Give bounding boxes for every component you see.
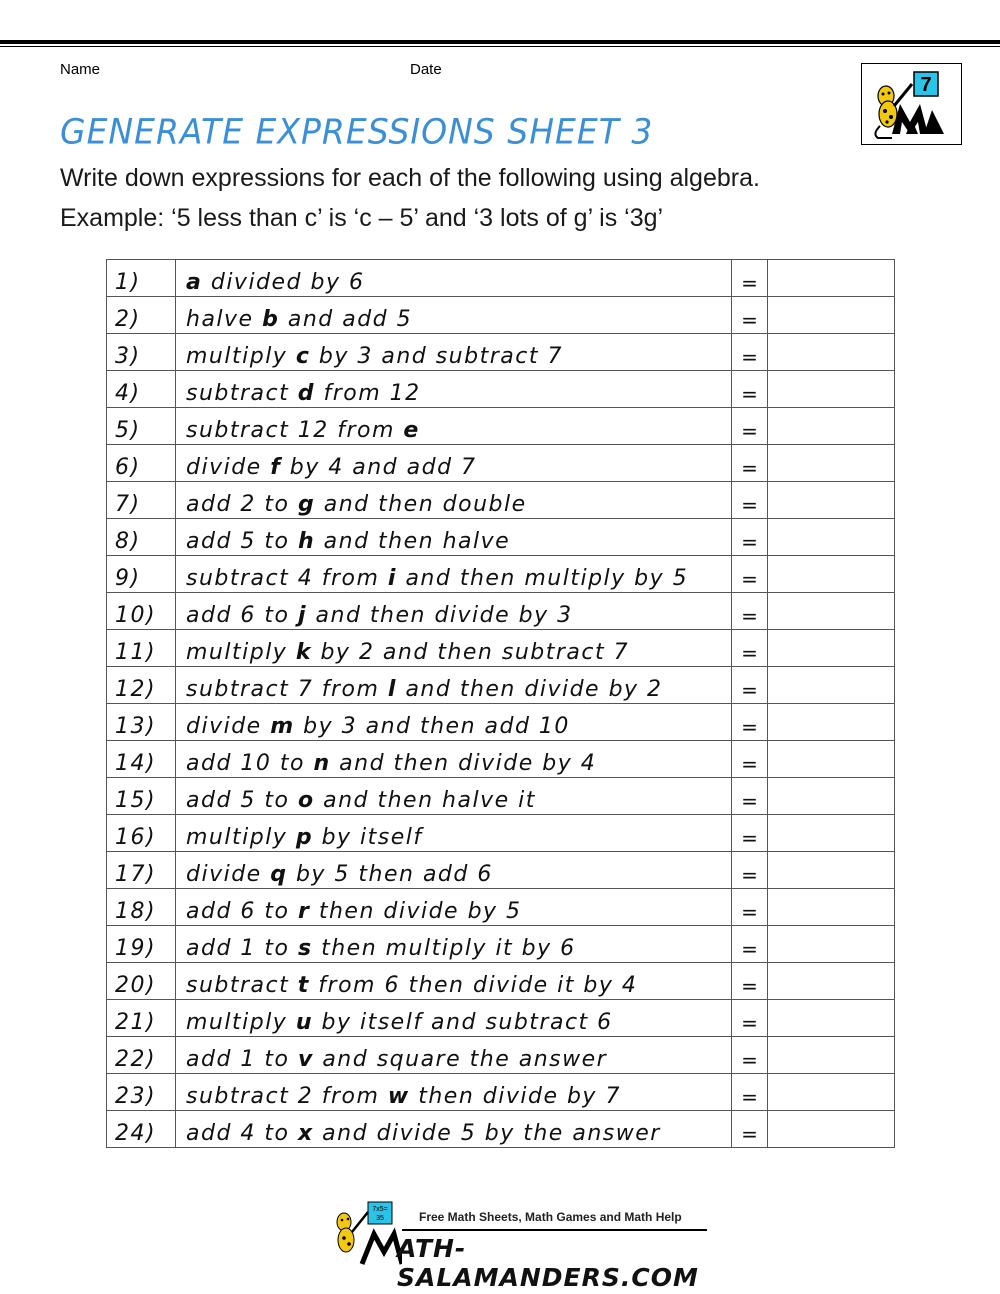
equals-sign: = [732, 704, 768, 741]
instructions-line-2: Example: ‘5 less than c’ is ‘c – 5’ and ‘3 lots of g’ is ‘3g’ [60, 204, 664, 232]
question-variable: a [186, 270, 203, 295]
question-text [176, 297, 732, 334]
equals-sign: = [732, 445, 768, 482]
questions-table [106, 259, 895, 1148]
question-text [176, 926, 732, 963]
question-row [107, 371, 895, 408]
answer-cell[interactable] [768, 852, 895, 889]
answer-cell[interactable] [768, 778, 895, 815]
question-text-before: subtract [186, 381, 298, 406]
equals-sign: = [732, 741, 768, 778]
question-text-after: and then divide by 3 [307, 603, 573, 628]
question-text-after: then divide by 7 [409, 1084, 621, 1109]
equals-sign: = [732, 778, 768, 815]
question-text-before: divide [186, 714, 271, 739]
question-text [176, 334, 732, 371]
question-text-before: add 1 to [186, 1047, 298, 1072]
question-text-after: and then double [315, 492, 527, 517]
answer-cell[interactable] [768, 630, 895, 667]
question-text [176, 815, 732, 852]
answer-cell[interactable] [768, 704, 895, 741]
question-row [107, 667, 895, 704]
question-text-after: by 5 then add 6 [287, 862, 493, 887]
question-text-after: and then halve [315, 529, 511, 554]
question-variable: p [295, 825, 314, 850]
salamander-m-icon [862, 64, 961, 144]
question-text-after: and then halve it [314, 788, 536, 813]
question-text [176, 593, 732, 630]
question-number: 9) [107, 556, 176, 593]
question-text-after: from 12 [315, 381, 421, 406]
question-row [107, 519, 895, 556]
question-text [176, 1111, 732, 1148]
equals-sign: = [732, 260, 768, 297]
question-number: 15) [107, 778, 176, 815]
question-number: 6) [107, 445, 176, 482]
question-text-after: then divide by 5 [310, 899, 522, 924]
question-text-after: by 4 and add 7 [281, 455, 477, 480]
question-number: 7) [107, 482, 176, 519]
footer-salamander-icon [322, 1198, 402, 1268]
question-number: 2) [107, 297, 176, 334]
question-text [176, 630, 732, 667]
question-text-after: and then multiply by 5 [396, 566, 689, 591]
answer-cell[interactable] [768, 1074, 895, 1111]
salamander-logo [861, 63, 962, 145]
question-text-before: add 6 to [186, 899, 298, 924]
question-text-before: halve [186, 307, 263, 332]
question-variable: g [297, 492, 316, 517]
question-row [107, 815, 895, 852]
question-text-after: then multiply it by 6 [312, 936, 576, 961]
question-row [107, 704, 895, 741]
question-row [107, 334, 895, 371]
question-number: 22) [107, 1037, 176, 1074]
answer-cell[interactable] [768, 1111, 895, 1148]
question-row [107, 593, 895, 630]
question-number: 4) [107, 371, 176, 408]
question-row [107, 852, 895, 889]
footer-tagline: Free Math Sheets, Math Games and Math Help [419, 1210, 682, 1224]
question-row [107, 1074, 895, 1111]
name-label: Name [60, 61, 101, 78]
question-text-after: by itself and subtract 6 [313, 1010, 613, 1035]
question-variable: v [297, 1047, 314, 1072]
question-row [107, 1000, 895, 1037]
equals-sign: = [732, 889, 768, 926]
answer-cell[interactable] [768, 334, 895, 371]
question-text-after: divided by 6 [202, 270, 365, 295]
answer-cell[interactable] [768, 815, 895, 852]
question-row [107, 260, 895, 297]
answer-cell[interactable] [768, 519, 895, 556]
question-number: 5) [107, 408, 176, 445]
question-variable: q [270, 862, 288, 887]
question-variable: j [297, 603, 308, 628]
question-row [107, 630, 895, 667]
question-variable: d [297, 381, 315, 406]
question-text [176, 852, 732, 889]
question-number: 21) [107, 1000, 176, 1037]
equals-sign: = [732, 334, 768, 371]
question-number: 8) [107, 519, 176, 556]
answer-cell[interactable] [768, 1000, 895, 1037]
question-text-before: add 5 to [186, 788, 298, 813]
question-text-after: and add 5 [279, 307, 413, 332]
answer-cell[interactable] [768, 667, 895, 704]
question-number: 16) [107, 815, 176, 852]
question-text [176, 963, 732, 1000]
question-text-after: by itself [313, 825, 423, 850]
equals-sign: = [732, 593, 768, 630]
question-number: 13) [107, 704, 176, 741]
question-text-after: and then divide by 4 [330, 751, 597, 776]
question-text-before: add 10 to [186, 751, 314, 776]
question-variable: f [270, 455, 282, 480]
question-text [176, 260, 732, 297]
question-number: 14) [107, 741, 176, 778]
question-text-before: subtract 7 from [186, 677, 388, 702]
question-text [176, 1037, 732, 1074]
equals-sign: = [732, 297, 768, 334]
question-number: 3) [107, 334, 176, 371]
question-variable: i [387, 566, 397, 591]
question-text [176, 445, 732, 482]
answer-cell[interactable] [768, 297, 895, 334]
question-text-before: add 5 to [186, 529, 298, 554]
question-text-before: subtract 2 from [186, 1084, 388, 1109]
equals-sign: = [732, 667, 768, 704]
equals-sign: = [732, 1000, 768, 1037]
question-number: 11) [107, 630, 176, 667]
answer-cell[interactable] [768, 926, 895, 963]
question-text-before: subtract 12 from [186, 418, 404, 443]
question-text-after: by 3 and then add 10 [294, 714, 570, 739]
question-text-before: add 1 to [186, 936, 298, 961]
answer-cell[interactable] [768, 556, 895, 593]
question-number: 23) [107, 1074, 176, 1111]
answer-cell[interactable] [768, 963, 895, 1000]
question-row [107, 926, 895, 963]
question-variable: c [295, 344, 311, 369]
question-variable: x [297, 1121, 314, 1146]
question-variable: m [270, 714, 295, 739]
question-number: 17) [107, 852, 176, 889]
question-variable: b [262, 307, 280, 332]
question-text-before: add 4 to [186, 1121, 298, 1146]
question-row [107, 482, 895, 519]
question-text-after: by 3 and subtract 7 [310, 344, 563, 369]
question-variable: t [297, 973, 310, 998]
question-text [176, 1000, 732, 1037]
question-number: 1) [107, 260, 176, 297]
question-text-before: divide [186, 862, 271, 887]
question-variable: w [387, 1084, 410, 1109]
answer-cell[interactable] [768, 260, 895, 297]
answer-cell[interactable] [768, 889, 895, 926]
equals-sign: = [732, 926, 768, 963]
top-rule-thin [0, 46, 1000, 47]
question-text-before: multiply [186, 1010, 296, 1035]
question-row [107, 445, 895, 482]
equals-sign: = [732, 371, 768, 408]
question-text-before: divide [186, 455, 271, 480]
instructions-line-1: Write down expressions for each of the following using algebra. [60, 164, 760, 192]
equals-sign: = [732, 963, 768, 1000]
answer-cell[interactable] [768, 371, 895, 408]
date-label: Date [410, 61, 442, 78]
answer-cell[interactable] [768, 482, 895, 519]
question-text [176, 704, 732, 741]
question-row [107, 963, 895, 1000]
question-text [176, 889, 732, 926]
question-variable: o [297, 788, 315, 813]
equals-sign: = [732, 1111, 768, 1148]
question-text-before: multiply [186, 825, 296, 850]
footer-logo [322, 1198, 714, 1292]
top-rule [0, 40, 1000, 44]
question-text-after: and then divide by 2 [396, 677, 663, 702]
answer-cell[interactable] [768, 1037, 895, 1074]
question-variable: s [297, 936, 313, 961]
question-text [176, 667, 732, 704]
question-number: 24) [107, 1111, 176, 1148]
answer-cell[interactable] [768, 445, 895, 482]
equals-sign: = [732, 556, 768, 593]
question-text [176, 408, 732, 445]
question-variable: n [313, 751, 331, 776]
question-text-after: and divide 5 by the answer [313, 1121, 661, 1146]
question-number: 19) [107, 926, 176, 963]
question-row [107, 741, 895, 778]
equals-sign: = [732, 1037, 768, 1074]
question-text-before: multiply [186, 344, 296, 369]
question-variable: u [295, 1010, 313, 1035]
question-text-before: multiply [186, 640, 296, 665]
equals-sign: = [732, 519, 768, 556]
question-row [107, 778, 895, 815]
question-variable: h [297, 529, 316, 554]
question-text-before: add 6 to [186, 603, 298, 628]
question-text-before: subtract [186, 973, 298, 998]
question-text [176, 482, 732, 519]
equals-sign: = [732, 630, 768, 667]
question-variable: l [387, 677, 397, 702]
footer-badge-text-2: 35 [376, 1215, 384, 1222]
footer-rule [402, 1229, 707, 1231]
equals-sign: = [732, 1074, 768, 1111]
question-text-after: from 6 then divide it by 4 [309, 973, 638, 998]
question-variable: r [297, 899, 311, 924]
question-row [107, 408, 895, 445]
question-row [107, 889, 895, 926]
question-text [176, 371, 732, 408]
question-number: 12) [107, 667, 176, 704]
question-row [107, 297, 895, 334]
question-text [176, 556, 732, 593]
question-text [176, 519, 732, 556]
footer-badge-text: 7x5= [372, 1206, 388, 1213]
equals-sign: = [732, 815, 768, 852]
question-row [107, 1111, 895, 1148]
question-row [107, 556, 895, 593]
question-variable: e [403, 418, 420, 443]
answer-cell[interactable] [768, 408, 895, 445]
question-number: 18) [107, 889, 176, 926]
logo-badge-number: 7 [920, 74, 932, 96]
question-text [176, 1074, 732, 1111]
question-text-before: subtract 4 from [186, 566, 388, 591]
question-text-before: add 2 to [186, 492, 298, 517]
question-row [107, 1037, 895, 1074]
equals-sign: = [732, 852, 768, 889]
answer-cell[interactable] [768, 593, 895, 630]
question-text-after: and square the answer [313, 1047, 608, 1072]
page-title: GENERATE EXPRESSIONS SHEET 3 [60, 111, 654, 152]
question-number: 20) [107, 963, 176, 1000]
footer-site: ATH-SALAMANDERS.COM [397, 1234, 699, 1292]
question-text-after: by 2 and then subtract 7 [311, 640, 630, 665]
equals-sign: = [732, 408, 768, 445]
question-text [176, 778, 732, 815]
answer-cell[interactable] [768, 741, 895, 778]
question-variable: k [295, 640, 312, 665]
equals-sign: = [732, 482, 768, 519]
question-text [176, 741, 732, 778]
question-number: 10) [107, 593, 176, 630]
